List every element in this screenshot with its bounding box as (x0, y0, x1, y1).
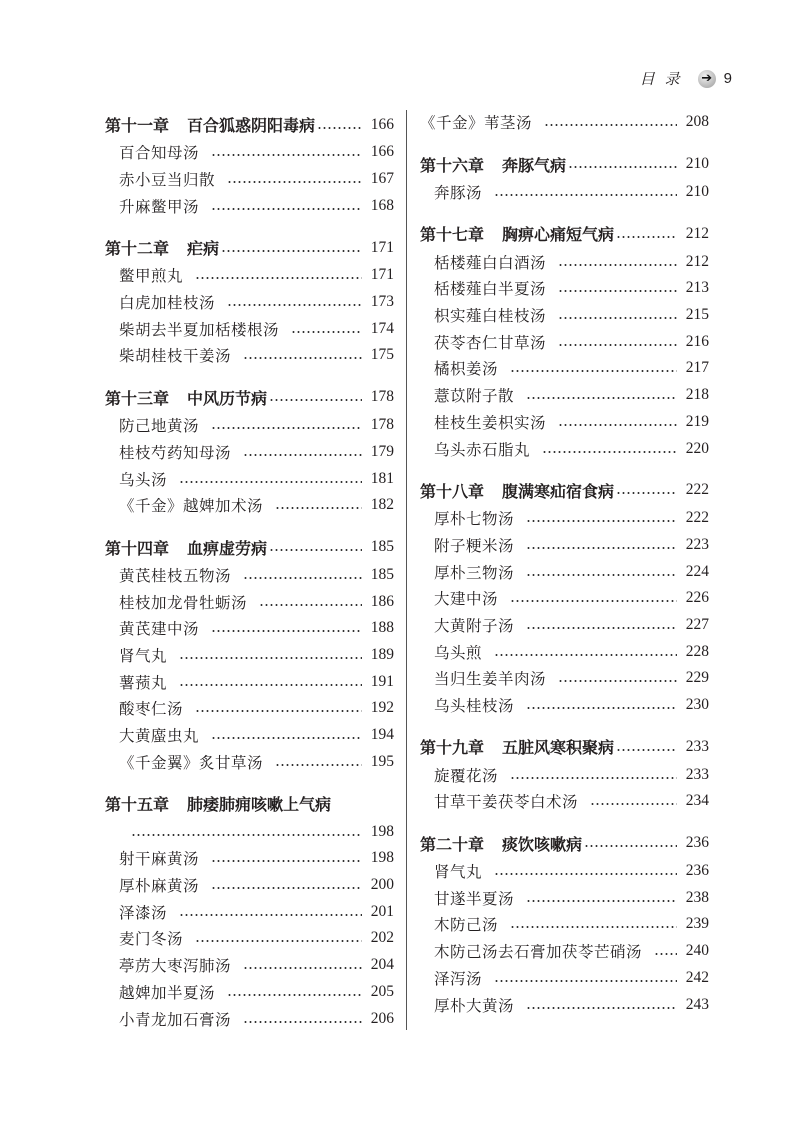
dot-leader (179, 657, 362, 659)
dot-leader (243, 1021, 362, 1023)
toc-entry[interactable] (105, 166, 394, 193)
toc-entry[interactable] (420, 965, 709, 992)
chapter-number: 第十七章 (420, 225, 485, 245)
running-header (640, 68, 732, 89)
entry-title: 肾气丸 (434, 864, 483, 882)
toc-entry[interactable] (105, 465, 394, 492)
page-number: 202 (370, 929, 394, 947)
dot-leader (526, 627, 677, 629)
page-number: 192 (370, 699, 394, 717)
dot-leader (211, 154, 362, 156)
page-number: 171 (370, 238, 394, 256)
dot-leader (195, 277, 362, 279)
toc-chapter-page-line (105, 818, 394, 845)
toc-entry[interactable] (420, 302, 709, 329)
dot-leader (558, 317, 677, 319)
dot-leader (542, 451, 677, 453)
page-number: 168 (370, 196, 394, 214)
toc-chapter[interactable] (420, 476, 709, 505)
page-number: 208 (685, 113, 709, 131)
toc-entry[interactable] (420, 788, 709, 815)
entry-title: 酸枣仁汤 (119, 701, 184, 719)
entry-title: 桂枝芍药知母汤 (119, 444, 232, 462)
toc-chapter[interactable] (105, 789, 394, 818)
page-number: 198 (370, 849, 394, 867)
entry-title: 黄芪桂枝五物汤 (119, 567, 232, 585)
page-number: 230 (685, 696, 709, 714)
entry-title: 大建中汤 (434, 591, 499, 609)
toc-entry[interactable] (420, 409, 709, 436)
dot-leader (195, 710, 362, 712)
toc-entry[interactable] (105, 192, 394, 219)
page-number: 210 (685, 183, 709, 201)
dot-leader (291, 331, 362, 333)
toc-entry[interactable] (420, 355, 709, 382)
dot-leader (269, 549, 362, 551)
dot-leader (510, 926, 677, 928)
dot-leader (211, 737, 362, 739)
dot-leader (243, 967, 362, 969)
page-number: 239 (685, 915, 709, 933)
entry-title: 葶苈大枣泻肺汤 (119, 958, 232, 976)
toc-entry[interactable] (420, 109, 709, 136)
toc-entry[interactable] (105, 722, 394, 749)
toc-entry[interactable] (105, 952, 394, 979)
dot-leader (526, 397, 677, 399)
page-number: 186 (370, 592, 394, 610)
entry-title: 厚朴七物汤 (434, 511, 515, 529)
page-number: 171 (370, 266, 394, 284)
toc-chapter[interactable] (105, 383, 394, 412)
page-number: 175 (370, 346, 394, 364)
toc-entry[interactable] (105, 588, 394, 615)
chapter-title: 肺痿肺痈咳嗽上气病 (187, 795, 332, 815)
toc-entry[interactable] (420, 275, 709, 302)
toc-chapter[interactable] (105, 533, 394, 562)
dot-leader (544, 124, 677, 126)
dot-leader (558, 290, 677, 292)
page-number: 219 (685, 412, 709, 430)
entry-title: 薏苡附子散 (434, 388, 515, 406)
entry-title: 柴胡去半夏加栝楼根汤 (119, 321, 280, 339)
toc-entry[interactable] (420, 638, 709, 665)
entry-title: 乌头汤 (119, 471, 168, 489)
dot-leader (584, 845, 677, 847)
entry-title: 白虎加桂枝汤 (119, 295, 216, 313)
toc-entry[interactable] (105, 439, 394, 466)
page-number: 234 (685, 792, 709, 810)
toc-entry[interactable] (105, 262, 394, 289)
entry-title: 茯苓杏仁甘草汤 (434, 334, 547, 352)
dot-leader (558, 344, 677, 346)
page-number: 179 (370, 442, 394, 460)
toc-entry[interactable] (105, 695, 394, 722)
toc-entry[interactable] (105, 289, 394, 316)
toc-chapter[interactable] (105, 233, 394, 262)
entry-title: 当归生姜羊肉汤 (434, 671, 547, 689)
page-number: 195 (370, 752, 394, 770)
toc-chapter[interactable] (420, 219, 709, 248)
toc-entry[interactable] (105, 1005, 394, 1032)
dot-leader (558, 680, 677, 682)
page-number: 226 (685, 589, 709, 607)
page-number: 213 (685, 279, 709, 297)
dot-leader (568, 166, 677, 168)
dot-leader (195, 940, 362, 942)
dot-leader (526, 1007, 677, 1009)
entry-title: 柴胡桂枝干姜汤 (119, 348, 232, 366)
page-number: 178 (370, 388, 394, 406)
toc-entry[interactable] (420, 532, 709, 559)
toc-entry[interactable] (105, 615, 394, 642)
toc-entry[interactable] (105, 412, 394, 439)
entry-title: 泽漆汤 (119, 904, 168, 922)
page-number: 182 (370, 496, 394, 514)
entry-title: 薯蓣丸 (119, 674, 168, 692)
entry-title: 射干麻黄汤 (119, 851, 200, 869)
entry-title: 升麻鳖甲汤 (119, 198, 200, 216)
toc-entry[interactable] (420, 612, 709, 639)
page-number: 217 (685, 359, 709, 377)
entry-title: 甘遂半夏汤 (434, 890, 515, 908)
page-number: 215 (685, 306, 709, 324)
dot-leader (179, 684, 362, 686)
entry-title: 大黄䗪虫丸 (119, 728, 200, 746)
chapter-number: 第二十章 (420, 834, 485, 854)
chapter-title: 奔豚气病 (502, 155, 567, 175)
page-number: 200 (370, 876, 394, 894)
toc-entry[interactable] (105, 562, 394, 589)
toc-entry[interactable] (420, 505, 709, 532)
page-number: 166 (370, 143, 394, 161)
toc-chapter[interactable] (420, 150, 709, 179)
dot-leader (526, 547, 677, 549)
page-number: 206 (370, 1009, 394, 1027)
page-number: 223 (685, 535, 709, 553)
toc-entry[interactable] (420, 761, 709, 788)
chapter-number: 第十四章 (105, 538, 170, 558)
entry-title: 旋覆花汤 (434, 767, 499, 785)
page-number: 243 (685, 995, 709, 1013)
entry-title: 乌头桂枝汤 (434, 698, 515, 716)
page-number: 222 (685, 481, 709, 499)
toc-entry[interactable] (105, 898, 394, 925)
chapter-title: 腹满寒疝宿食病 (502, 481, 615, 501)
dot-leader (494, 980, 677, 982)
toc-entry[interactable] (420, 179, 709, 206)
dot-leader (227, 304, 362, 306)
toc-entry[interactable] (105, 342, 394, 369)
dot-leader (179, 481, 362, 483)
toc-column-left (105, 110, 394, 1032)
toc-entry[interactable] (420, 328, 709, 355)
chapter-number: 第十一章 (105, 116, 170, 135)
entry-title: 厚朴三物汤 (434, 564, 515, 582)
page-number: 216 (685, 332, 709, 350)
page-number: 185 (370, 565, 394, 583)
toc-entry[interactable] (105, 979, 394, 1006)
chapter-title: 胸痹心痛短气病 (502, 225, 615, 245)
chapter-title: 血痹虚劳病 (187, 538, 268, 558)
page-number: 178 (370, 416, 394, 434)
entry-title: 桂枝加龙骨牡蛎汤 (119, 594, 248, 612)
toc-chapter[interactable] (105, 110, 394, 139)
page-number: 236 (685, 834, 709, 852)
page-number: 198 (370, 822, 394, 840)
page-number: 166 (370, 115, 394, 133)
entry-title: 《千金翼》炙甘草汤 (119, 754, 264, 772)
dot-leader (654, 953, 677, 955)
page-number: 201 (370, 902, 394, 920)
entry-title: 甘草干姜茯苓白术汤 (434, 794, 579, 812)
toc-chapter[interactable] (420, 829, 709, 858)
chapter-title: 五脏风寒积聚病 (502, 738, 615, 758)
chapter-number: 第十六章 (420, 155, 485, 175)
entry-title: 乌头赤石脂丸 (434, 441, 531, 459)
page-number: 194 (370, 726, 394, 744)
toc-entry[interactable] (420, 665, 709, 692)
toc-column-right (420, 109, 709, 1018)
page-number: 212 (685, 224, 709, 242)
dot-leader (317, 127, 362, 129)
toc-entry[interactable] (420, 558, 709, 585)
page-number: 229 (685, 669, 709, 687)
page-number: 227 (685, 615, 709, 633)
dot-leader (616, 236, 677, 238)
entry-title: 附子粳米汤 (434, 537, 515, 555)
dot-leader (259, 604, 362, 606)
dot-leader (221, 250, 362, 252)
dot-leader (510, 600, 677, 602)
page-number: 236 (685, 862, 709, 880)
page-number: 218 (685, 386, 709, 404)
page-number: 233 (685, 737, 709, 755)
entry-title: 乌头煎 (434, 644, 483, 662)
toc-entry[interactable] (420, 858, 709, 885)
entry-title: 大黄附子汤 (434, 617, 515, 635)
dot-leader (616, 749, 677, 751)
entry-title: 肾气丸 (119, 647, 168, 665)
dot-leader (616, 492, 677, 494)
dot-leader (510, 777, 677, 779)
dot-leader (211, 887, 362, 889)
toc-entry[interactable] (105, 748, 394, 775)
page-number: 174 (370, 319, 394, 337)
entry-title: 木防己汤去石膏加茯苓芒硝汤 (434, 944, 643, 962)
page-number: 188 (370, 619, 394, 637)
chapter-title: 痰饮咳嗽病 (502, 834, 583, 854)
page-number: 233 (685, 765, 709, 783)
entry-title: 泽泻汤 (434, 970, 483, 988)
entry-title: 百合知母汤 (119, 145, 200, 163)
dot-leader (131, 834, 362, 836)
page-number: 204 (370, 956, 394, 974)
entry-title: 《千金》苇茎汤 (420, 115, 533, 133)
toc-entry[interactable] (420, 884, 709, 911)
entry-title: 厚朴大黄汤 (434, 997, 515, 1015)
dot-leader (211, 630, 362, 632)
chapter-number: 第十五章 (105, 795, 170, 815)
chapter-number: 第十八章 (420, 481, 485, 501)
entry-title: 木防己汤 (434, 917, 499, 935)
page-number: 222 (685, 509, 709, 527)
arrow-right-icon: ➔ (698, 70, 716, 88)
toc-entry[interactable] (420, 248, 709, 275)
entry-title: 小青龙加石膏汤 (119, 1011, 232, 1029)
entry-title: 奔豚汤 (434, 185, 483, 203)
entry-title: 枳实薤白桂枝汤 (434, 308, 547, 326)
chapter-number: 第十二章 (105, 239, 170, 259)
toc-entry[interactable] (105, 668, 394, 695)
page-number: 224 (685, 562, 709, 580)
dot-leader (275, 507, 362, 509)
dot-leader (211, 427, 362, 429)
entry-title: 赤小豆当归散 (119, 172, 216, 190)
column-divider (406, 110, 407, 1030)
entry-title: 防己地黄汤 (119, 418, 200, 436)
dot-leader (275, 764, 362, 766)
dot-leader (526, 707, 677, 709)
toc-entry[interactable] (420, 692, 709, 719)
dot-leader (558, 264, 677, 266)
toc-entry[interactable] (420, 938, 709, 965)
dot-leader (526, 574, 677, 576)
chapter-title: 疟病 (187, 239, 220, 259)
entry-title: 鳖甲煎丸 (119, 268, 184, 286)
dot-leader (526, 520, 677, 522)
page-number: 9 (723, 70, 732, 87)
page-number: 240 (685, 942, 709, 960)
entry-title: 栝楼薤白白酒汤 (434, 254, 547, 272)
entry-title: 栝楼薤白半夏汤 (434, 281, 547, 299)
page-number: 212 (685, 252, 709, 270)
entry-title: 《千金》越婢加术汤 (119, 498, 264, 516)
entry-title: 厚朴麻黄汤 (119, 878, 200, 896)
chapter-title: 百合狐惑阴阳毒病 (187, 116, 316, 135)
dot-leader (227, 994, 362, 996)
entry-title: 麦门冬汤 (119, 931, 184, 949)
toc-entry[interactable] (420, 585, 709, 612)
toc-entry[interactable] (105, 925, 394, 952)
dot-leader (179, 914, 362, 916)
page-number: 228 (685, 642, 709, 660)
toc-entry[interactable] (105, 872, 394, 899)
page-number: 238 (685, 888, 709, 906)
dot-leader (243, 357, 362, 359)
page-number: 189 (370, 645, 394, 663)
dot-leader (211, 860, 362, 862)
dot-leader (558, 424, 677, 426)
page-number: 173 (370, 293, 394, 311)
dot-leader (510, 370, 677, 372)
chapter-number: 第十九章 (420, 738, 485, 758)
dot-leader (526, 900, 677, 902)
page-number: 185 (370, 538, 394, 556)
dot-leader (243, 577, 362, 579)
dot-leader (590, 803, 677, 805)
page-number: 210 (685, 155, 709, 173)
page-number: 167 (370, 170, 394, 188)
toc-entry[interactable] (105, 139, 394, 166)
chapter-title: 中风历节病 (187, 388, 268, 408)
dot-leader (243, 454, 362, 456)
dot-leader (211, 208, 362, 210)
dot-leader (494, 654, 677, 656)
toc-entry[interactable] (420, 382, 709, 409)
page-number: 181 (370, 469, 394, 487)
toc-entry[interactable] (420, 911, 709, 938)
toc-entry[interactable] (105, 492, 394, 519)
entry-title: 橘枳姜汤 (434, 361, 499, 379)
toc-entry[interactable] (420, 991, 709, 1018)
entry-title: 黄芪建中汤 (119, 621, 200, 639)
dot-leader (269, 399, 362, 401)
page-number: 220 (685, 439, 709, 457)
entry-title: 桂枝生姜枳实汤 (434, 414, 547, 432)
entry-title: 越婢加半夏汤 (119, 984, 216, 1002)
dot-leader (227, 181, 362, 183)
toc-entry[interactable] (105, 845, 394, 872)
chapter-number: 第十三章 (105, 388, 170, 408)
page-number: 191 (370, 672, 394, 690)
page-number: 205 (370, 982, 394, 1000)
dot-leader (494, 873, 677, 875)
toc-entry[interactable] (105, 315, 394, 342)
toc-chapter[interactable] (420, 732, 709, 761)
page-number: 242 (685, 968, 709, 986)
section-title: 目录 (639, 70, 690, 88)
toc-entry[interactable] (105, 642, 394, 669)
dot-leader (494, 194, 677, 196)
toc-entry[interactable] (420, 435, 709, 462)
